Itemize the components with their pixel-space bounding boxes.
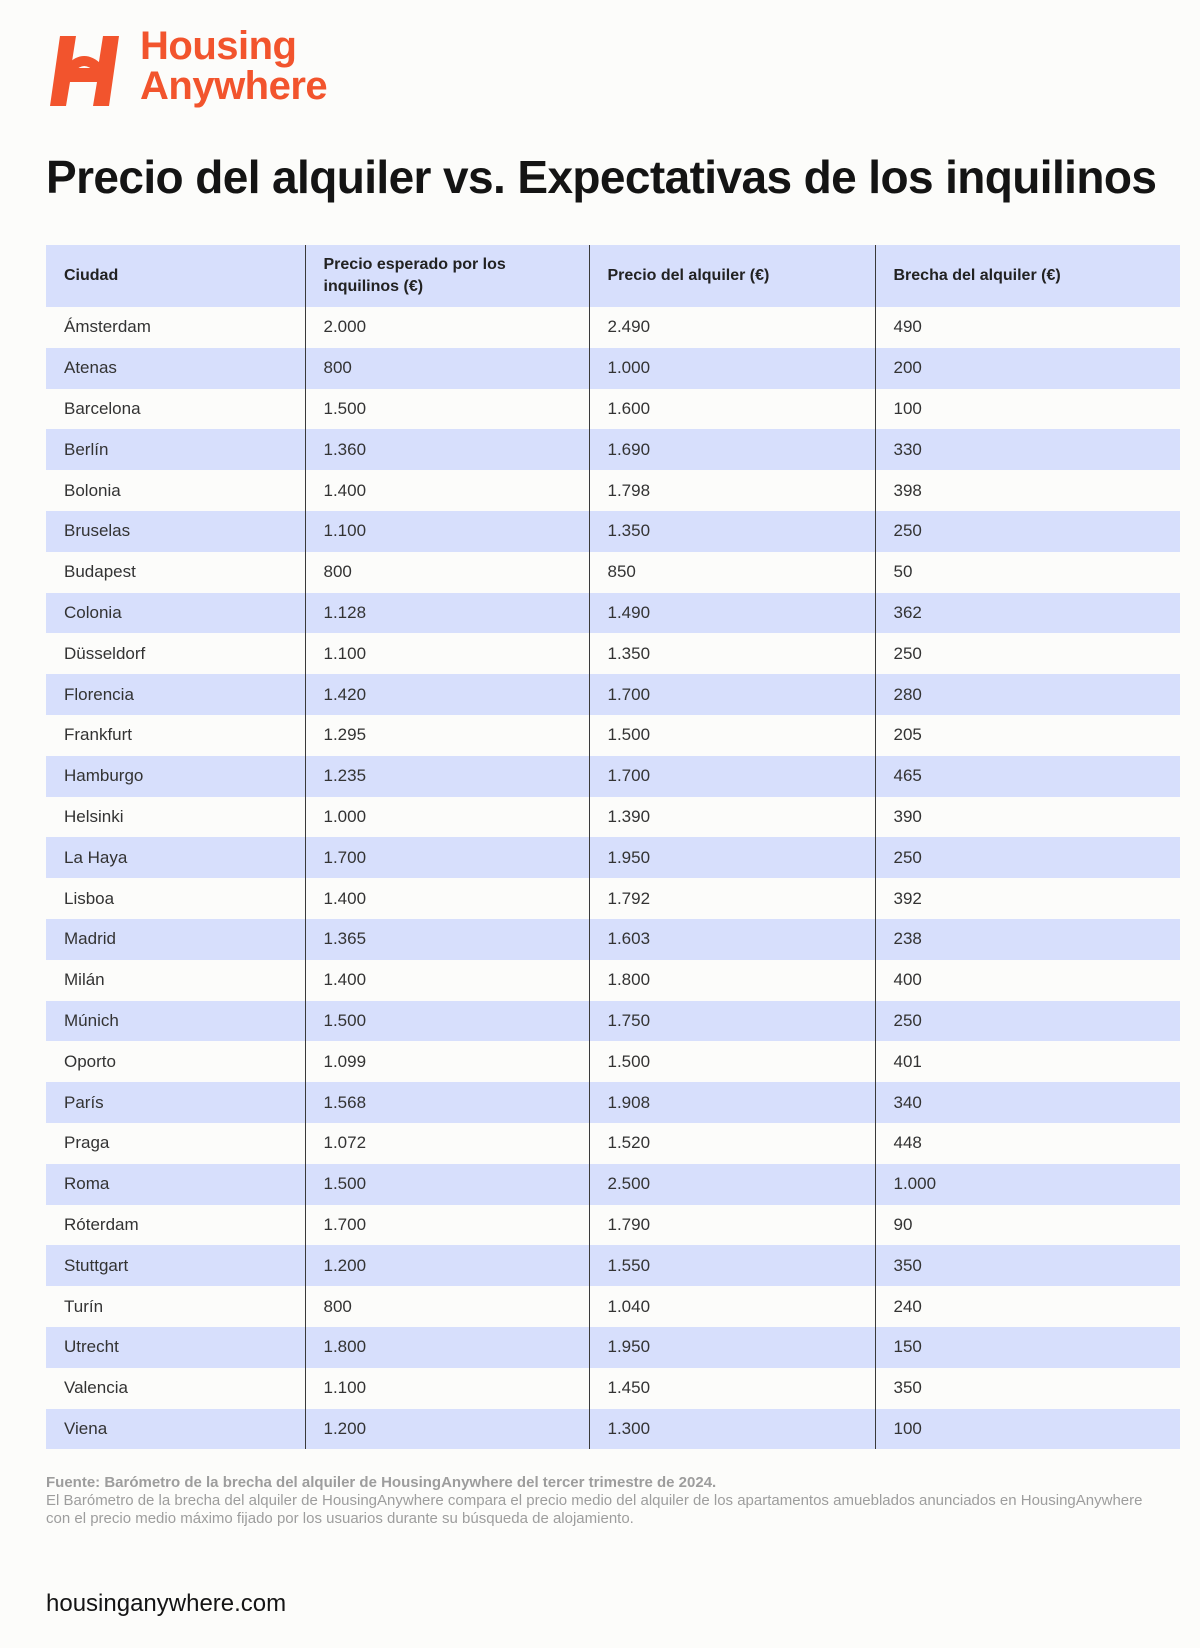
cell-city: Valencia xyxy=(64,1378,128,1398)
table-row xyxy=(46,470,1180,511)
cell-expected-price: 800 xyxy=(305,552,589,593)
header-rent-price: Precio del alquiler (€) xyxy=(589,245,875,307)
cell-expected-price: 1.400 xyxy=(305,960,589,1001)
table-row xyxy=(46,919,1180,960)
cell-city: La Haya xyxy=(46,837,305,878)
cell-rent-price: 1.000 xyxy=(589,348,875,389)
cell-city: Madrid xyxy=(46,919,305,960)
table-row xyxy=(46,1286,1180,1327)
cell-rent-price: 1.750 xyxy=(589,1001,875,1042)
cell-expected-price: 1.100 xyxy=(305,1368,589,1409)
cell-expected-price: 1.568 xyxy=(305,1082,589,1123)
cell-expected-price: 1.295 xyxy=(305,715,589,756)
cell-expected-price: 1.200 xyxy=(305,1245,589,1286)
cell-rent-gap: 392 xyxy=(875,878,1180,919)
cell-rent-price: 2.500 xyxy=(589,1164,875,1205)
table-body xyxy=(46,307,1180,1449)
cell-city: Praga xyxy=(64,1133,110,1153)
cell-city: Múnich xyxy=(46,1001,305,1042)
cell-expected-price: 1.360 xyxy=(305,429,589,470)
cell-expected-price: 1.000 xyxy=(305,797,589,838)
cell-expected-price: 2.000 xyxy=(305,307,589,348)
cell-expected-price: 1.235 xyxy=(305,756,589,797)
cell-rent-gap: 200 xyxy=(875,348,1180,389)
cell-rent-price: 1.690 xyxy=(589,429,875,470)
cell-rent-gap: 240 xyxy=(875,1286,1180,1327)
cell-rent-gap: 1.000 xyxy=(875,1164,1180,1205)
cell-rent-gap: 448 xyxy=(875,1123,1180,1164)
cell-rent-price: 1.490 xyxy=(589,593,875,634)
cell-city: Helsinki xyxy=(64,806,124,826)
cell-city: Düsseldorf xyxy=(64,643,146,663)
brand-name-line2: Anywhere xyxy=(140,64,328,108)
table-row xyxy=(46,307,1180,348)
cell-rent-price: 1.700 xyxy=(589,756,875,797)
cell-rent-gap: 401 xyxy=(875,1041,1180,1082)
cell-rent-price: 1.792 xyxy=(589,878,875,919)
table-row xyxy=(46,1409,1180,1450)
cell-city: Milán xyxy=(64,970,105,990)
cell-city: Lisboa xyxy=(64,888,115,908)
table-row xyxy=(46,1205,1180,1246)
cell-expected-price: 1.099 xyxy=(305,1041,589,1082)
cell-rent-price: 1.908 xyxy=(589,1082,875,1123)
cell-rent-gap: 205 xyxy=(875,715,1180,756)
cell-city: Bruselas xyxy=(46,511,305,552)
cell-expected-price: 1.072 xyxy=(305,1123,589,1164)
cell-rent-price: 1.790 xyxy=(589,1205,875,1246)
cell-city: Hamburgo xyxy=(46,756,305,797)
table-row xyxy=(46,1082,1180,1123)
cell-rent-gap: 390 xyxy=(875,797,1180,838)
cell-rent-gap: 350 xyxy=(875,1245,1180,1286)
footnote-description: El Barómetro de la brecha del alquiler de HousingAnywhere compara el precio medio del alquiler de los apartamentos amueblados anunciados en HousingAnywhere con el precio medio máximo fijado por los usuarios durante su búsqueda de alojamiento. xyxy=(46,1492,1143,1527)
cell-rent-gap: 100 xyxy=(875,389,1180,430)
cell-expected-price: 1.400 xyxy=(305,878,589,919)
table-row xyxy=(46,552,1180,593)
table-row xyxy=(46,348,1180,389)
cell-expected-price: 1.700 xyxy=(305,1205,589,1246)
table-row xyxy=(46,593,1180,634)
footnote xyxy=(46,1474,1156,1528)
website-url: housinganywhere.com xyxy=(46,1590,287,1617)
cell-rent-price: 1.950 xyxy=(589,1327,875,1368)
cell-rent-price: 1.500 xyxy=(589,1041,875,1082)
cell-rent-price: 1.700 xyxy=(589,674,875,715)
table-row xyxy=(46,878,1180,919)
table-row xyxy=(46,1164,1180,1205)
cell-expected-price: 1.128 xyxy=(305,593,589,634)
cell-city: Oporto xyxy=(64,1051,116,1071)
cell-expected-price: 1.365 xyxy=(305,919,589,960)
cell-rent-gap: 238 xyxy=(875,919,1180,960)
cell-rent-gap: 330 xyxy=(875,429,1180,470)
cell-rent-gap: 465 xyxy=(875,756,1180,797)
cell-city: Bolonia xyxy=(64,480,121,500)
cell-city: Colonia xyxy=(46,593,305,634)
cell-city: Barcelona xyxy=(64,398,141,418)
cell-rent-gap: 250 xyxy=(875,837,1180,878)
cell-rent-price: 1.040 xyxy=(589,1286,875,1327)
cell-rent-gap: 362 xyxy=(875,593,1180,634)
cell-expected-price: 1.100 xyxy=(305,633,589,674)
cell-city: Turín xyxy=(64,1296,104,1316)
table-header-row xyxy=(46,245,1180,307)
cell-city: Frankfurt xyxy=(64,725,133,745)
table-row xyxy=(46,1327,1180,1368)
cell-expected-price: 1.800 xyxy=(305,1327,589,1368)
cell-expected-price: 1.500 xyxy=(305,1164,589,1205)
cell-rent-gap: 250 xyxy=(875,511,1180,552)
cell-rent-price: 1.350 xyxy=(589,511,875,552)
cell-expected-price: 1.500 xyxy=(305,1001,589,1042)
cell-expected-price: 800 xyxy=(305,1286,589,1327)
header-expected-price: Precio esperado por los inquilinos (€) xyxy=(305,245,589,307)
cell-city: Róterdam xyxy=(64,1214,139,1234)
cell-rent-gap: 250 xyxy=(875,633,1180,674)
brand-logo xyxy=(46,26,327,116)
cell-rent-price: 1.600 xyxy=(589,389,875,430)
cell-city: Ámsterdam xyxy=(64,317,151,337)
cell-rent-price: 1.603 xyxy=(589,919,875,960)
cell-rent-price: 1.300 xyxy=(589,1409,875,1450)
cell-rent-price: 1.500 xyxy=(589,715,875,756)
cell-rent-price: 850 xyxy=(589,552,875,593)
footnote-source: Fuente: Barómetro de la brecha del alquiler de HousingAnywhere del tercer trimestre de 2024. xyxy=(46,1474,717,1491)
cell-rent-gap: 50 xyxy=(875,552,1180,593)
rent-comparison-table xyxy=(46,245,1180,1449)
cell-rent-price: 1.800 xyxy=(589,960,875,1001)
table-row xyxy=(46,1123,1180,1164)
cell-city: Berlín xyxy=(46,429,305,470)
cell-city: Viena xyxy=(46,1409,305,1450)
cell-rent-gap: 398 xyxy=(875,470,1180,511)
table-row xyxy=(46,756,1180,797)
cell-rent-gap: 150 xyxy=(875,1327,1180,1368)
cell-expected-price: 1.500 xyxy=(305,389,589,430)
table-row xyxy=(46,715,1180,756)
table-row xyxy=(46,674,1180,715)
table-row xyxy=(46,1368,1180,1409)
cell-rent-gap: 490 xyxy=(875,307,1180,348)
cell-city: Atenas xyxy=(46,348,305,389)
cell-rent-price: 1.550 xyxy=(589,1245,875,1286)
cell-rent-gap: 100 xyxy=(875,1409,1180,1450)
table-row xyxy=(46,1245,1180,1286)
cell-expected-price: 1.700 xyxy=(305,837,589,878)
cell-rent-price: 2.490 xyxy=(589,307,875,348)
cell-rent-gap: 350 xyxy=(875,1368,1180,1409)
cell-city: Roma xyxy=(46,1164,305,1205)
table-row xyxy=(46,797,1180,838)
header-rent-gap: Brecha del alquiler (€) xyxy=(875,245,1180,307)
cell-city: Florencia xyxy=(46,674,305,715)
cell-city: Stuttgart xyxy=(46,1245,305,1286)
table-row xyxy=(46,389,1180,430)
cell-rent-price: 1.450 xyxy=(589,1368,875,1409)
housinganywhere-logo-icon xyxy=(46,32,128,112)
table-row xyxy=(46,1041,1180,1082)
cell-rent-gap: 90 xyxy=(875,1205,1180,1246)
cell-rent-price: 1.798 xyxy=(589,470,875,511)
cell-rent-gap: 340 xyxy=(875,1082,1180,1123)
cell-rent-gap: 400 xyxy=(875,960,1180,1001)
page-title: Precio del alquiler vs. Expectativas de los inquilinos xyxy=(46,151,1157,203)
table-row xyxy=(46,511,1180,552)
cell-rent-price: 1.390 xyxy=(589,797,875,838)
cell-rent-price: 1.950 xyxy=(589,837,875,878)
cell-rent-gap: 280 xyxy=(875,674,1180,715)
cell-rent-price: 1.520 xyxy=(589,1123,875,1164)
table-row xyxy=(46,633,1180,674)
table-row xyxy=(46,1001,1180,1042)
table-row xyxy=(46,429,1180,470)
cell-expected-price: 1.100 xyxy=(305,511,589,552)
header-city: Ciudad xyxy=(46,245,305,307)
cell-expected-price: 1.420 xyxy=(305,674,589,715)
brand-name xyxy=(140,26,327,106)
table-row xyxy=(46,960,1180,1001)
table-row xyxy=(46,837,1180,878)
cell-rent-price: 1.350 xyxy=(589,633,875,674)
brand-name-line1: Housing xyxy=(140,24,297,68)
cell-city: Budapest xyxy=(64,562,136,582)
cell-city: París xyxy=(46,1082,305,1123)
cell-expected-price: 1.200 xyxy=(305,1409,589,1450)
cell-city: Utrecht xyxy=(46,1327,305,1368)
cell-rent-gap: 250 xyxy=(875,1001,1180,1042)
cell-expected-price: 1.400 xyxy=(305,470,589,511)
cell-expected-price: 800 xyxy=(305,348,589,389)
